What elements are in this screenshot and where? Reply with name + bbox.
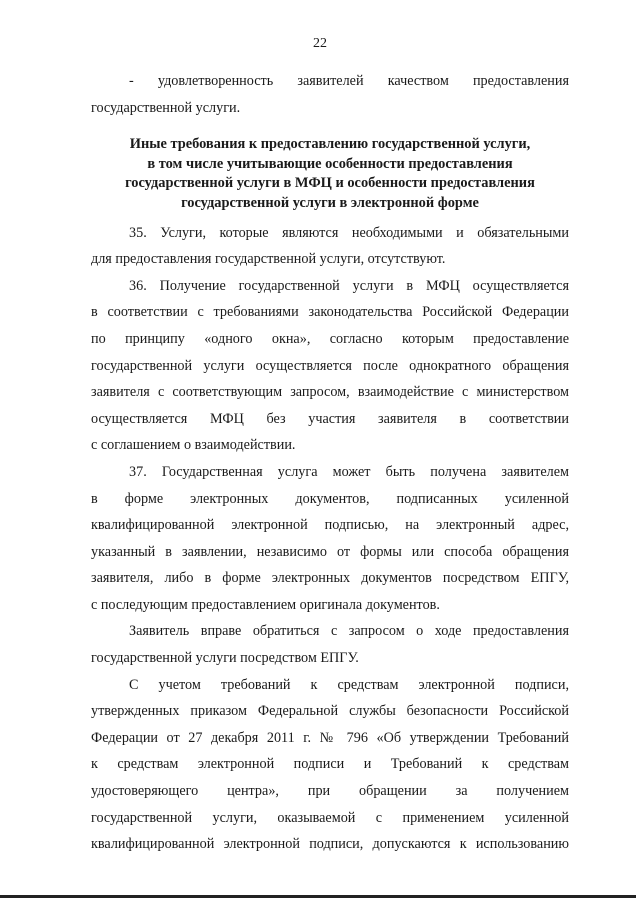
- text-line: 35. Услуги, которые являются необходимыми и обязательными: [129, 224, 569, 241]
- text-line: Заявитель вправе обратиться с запросом о ходе предоставления: [129, 623, 569, 640]
- heading-line: в том числе учитывающие особенности предоставления: [147, 155, 513, 172]
- text-line: Федерации от 27 декабря 2011 г. № 796 «Об утверждении Требований: [91, 729, 569, 746]
- text-line: государственной услуги.: [91, 99, 241, 116]
- text-line: С учетом требований к средствам электронной подписи,: [129, 676, 569, 693]
- heading-line: государственной услуги в электронной форме: [181, 194, 479, 211]
- heading-line: государственной услуги в МФЦ и особенности предоставления: [125, 175, 535, 192]
- text-line: 37. Государственная услуга может быть получена заявителем: [129, 463, 569, 480]
- text-line: 36. Получение государственной услуги в МФЦ осуществляется: [129, 277, 569, 294]
- text-line: с соглашением о взаимодействии.: [91, 437, 296, 454]
- text-line: по принципу «одного окна», согласно которым предоставление: [91, 330, 569, 347]
- text-line: в форме электронных документов, подписанных усиленной: [91, 490, 569, 507]
- text-line: заявителя с соответствующим запросом, взаимодействие с министерством: [91, 384, 569, 401]
- text-line: квалифицированной электронной подписи, допускаются к использованию: [91, 836, 569, 853]
- text-line: утвержденных приказом Федеральной службы безопасности Российской: [91, 703, 569, 720]
- text-line: к средствам электронной подписи и Требований к средствам: [91, 756, 569, 773]
- section-heading: [91, 135, 569, 213]
- paragraph-applicant: [91, 618, 569, 671]
- paragraph-signature: [91, 672, 569, 858]
- paragraph-35: [91, 220, 569, 273]
- text-line: государственной услуги посредством ЕПГУ.: [91, 650, 359, 667]
- text-line: для предоставления государственной услуги, отсутствуют.: [91, 251, 446, 268]
- page-number: 22: [313, 36, 327, 51]
- text-line: с последующим предоставлением оригинала документов.: [91, 596, 440, 613]
- heading-line: Иные требования к предоставлению государственной услуги,: [129, 136, 531, 153]
- bullet-paragraph: [91, 68, 569, 121]
- text-line: государственной услуги осуществляется после однократного обращения: [91, 357, 569, 374]
- document-body: [91, 68, 569, 858]
- text-line: государственной услуги, оказываемой с применением усиленной: [91, 809, 569, 826]
- paragraph-37: [91, 459, 569, 619]
- text-line: указанный в заявлении, независимо от формы или способа обращения: [91, 543, 569, 560]
- scan-edge-rule: [0, 895, 636, 898]
- text-line: квалифицированной электронной подписью, на электронный адрес,: [91, 517, 569, 534]
- text-line: осуществляется МФЦ без участия заявителя в соответствии: [91, 410, 569, 427]
- paragraph-36: [91, 273, 569, 459]
- text-line: - удовлетворенность заявителей качеством предоставления: [129, 73, 569, 89]
- text-line: удостоверяющего центра», при обращении за получением: [91, 783, 569, 800]
- text-line: заявителя, либо в форме электронных документов посредством ЕПГУ,: [91, 570, 569, 587]
- text-line: в соответствии с требованиями законодательства Российской Федерации: [91, 304, 569, 321]
